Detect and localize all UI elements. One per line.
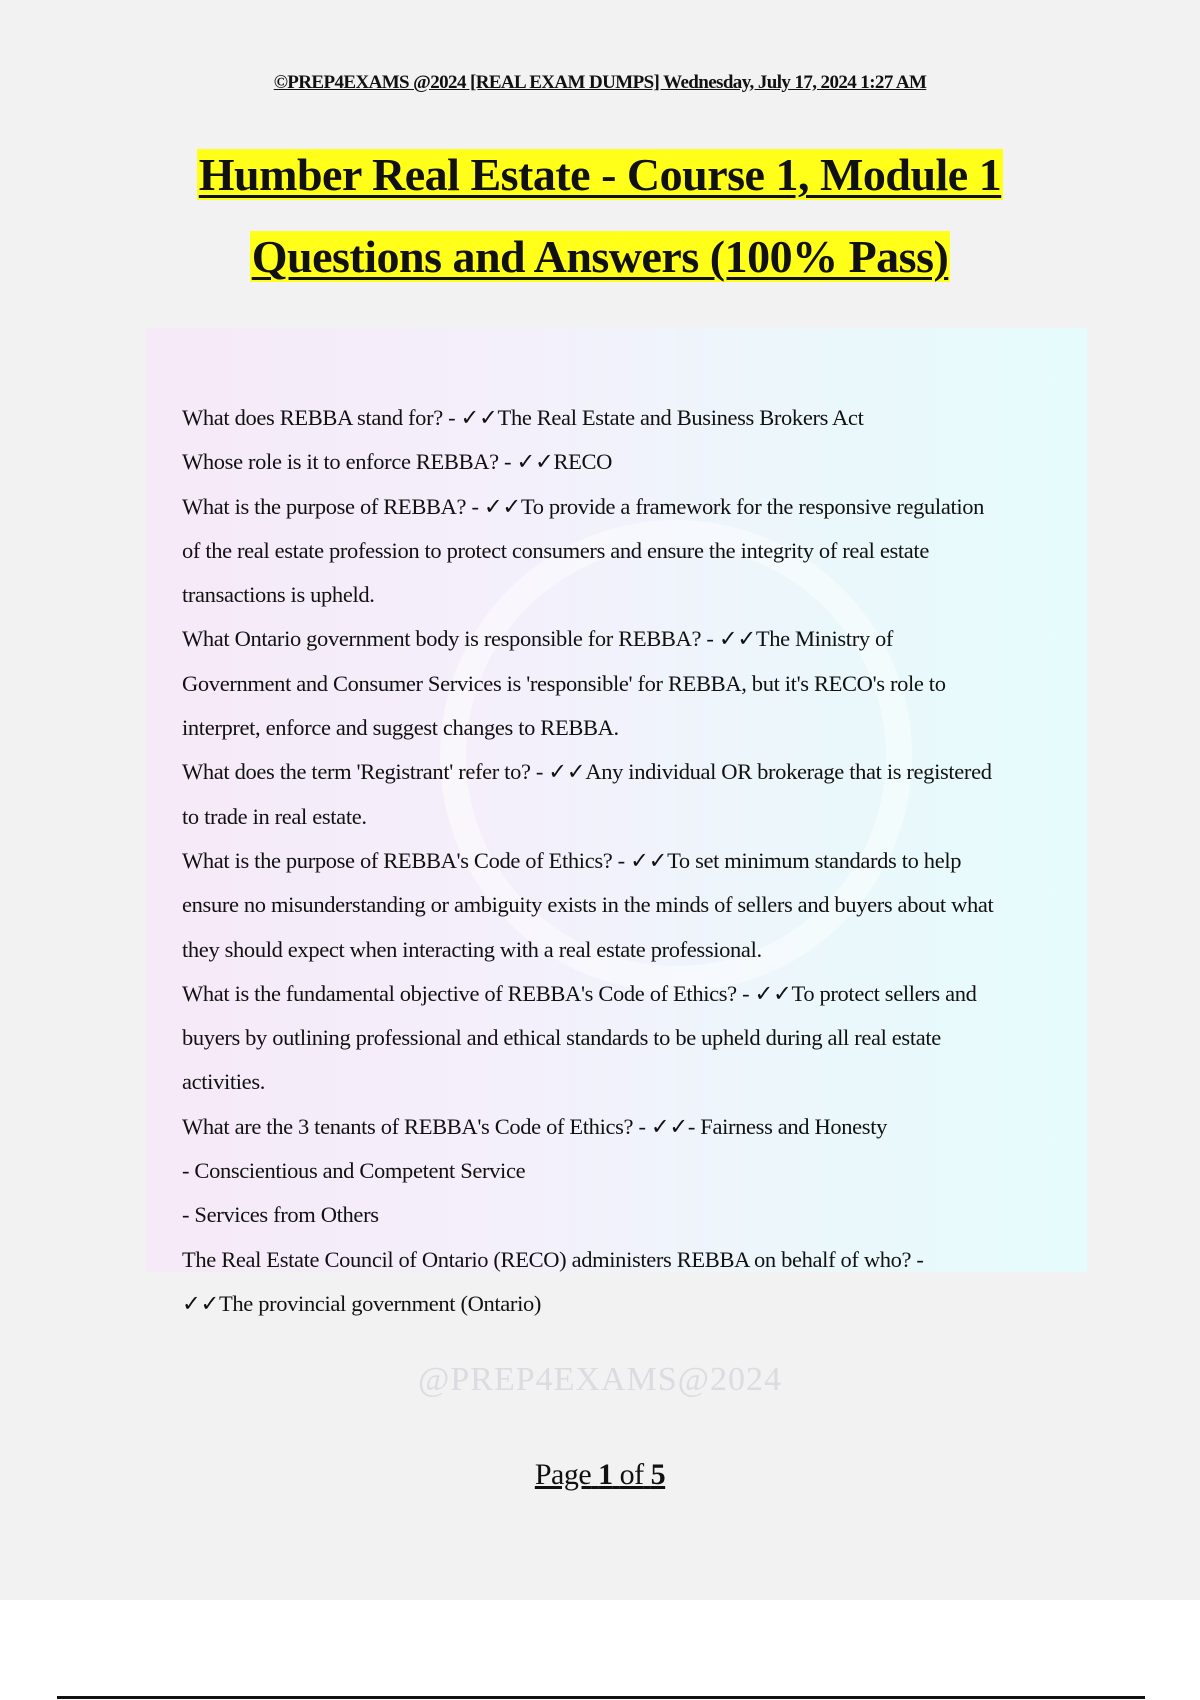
title-text-1: Humber Real Estate - Course 1, Module 1	[198, 149, 1002, 200]
page-of: of	[619, 1458, 644, 1491]
title-text-2: Questions and Answers (100% Pass)	[251, 231, 949, 282]
qa-line: What does REBBA stand for? - ✓✓The Real Estate and Business Brokers Act	[182, 405, 864, 430]
page-number	[0, 1458, 1200, 1492]
qa-line: - Conscientious and Competent Service	[182, 1158, 526, 1184]
qa-line: What is the purpose of REBBA's Code of Ethics? - ✓✓To set minimum standards to help	[182, 847, 962, 873]
qa-line: ensure no misunderstanding or ambiguity exists in the minds of sellers and buyers about what	[182, 892, 994, 918]
qa-line: interpret, enforce and suggest changes to REBBA.	[182, 715, 619, 741]
next-page-header-rule	[57, 1696, 1145, 1699]
qa-line: The Real Estate Council of Ontario (RECO) administers REBBA on behalf of who? -	[182, 1246, 924, 1272]
page-current: 1	[598, 1458, 613, 1491]
qa-line: activities.	[182, 1069, 265, 1095]
qa-line: ✓✓The provincial government (Ontario)	[182, 1290, 542, 1316]
qa-line: What is the fundamental objective of REBBA's Code of Ethics? - ✓✓To protect sellers and	[182, 980, 977, 1006]
qa-line: to trade in real estate.	[182, 803, 367, 829]
document-title-line-1	[0, 148, 1200, 201]
qa-line: - Services from Others	[182, 1202, 379, 1228]
page-label: Page	[534, 1458, 592, 1491]
qa-line: Whose role is it to enforce REBBA? - ✓✓RECO	[182, 449, 613, 475]
qa-line: What does the term 'Registrant' refer to? - ✓✓Any individual OR brokerage that is registered	[182, 759, 992, 785]
qa-content	[182, 396, 1142, 1326]
qa-line: What are the 3 tenants of REBBA's Code of Ethics? - ✓✓- Fairness and Honesty	[182, 1113, 888, 1139]
qa-line: they should expect when interacting with a real estate professional.	[182, 936, 762, 962]
page-total: 5	[650, 1458, 666, 1491]
qa-line: What is the purpose of REBBA? - ✓✓To provide a framework for the responsive regulation	[182, 493, 985, 519]
qa-line: of the real estate profession to protect consumers and ensure the integrity of real estate	[182, 537, 929, 563]
page-header: ©PREP4EXAMS @2024 [REAL EXAM DUMPS] Wednesday, July 17, 2024 1:27 AM	[273, 72, 927, 93]
qa-line: buyers by outlining professional and ethical standards to be upheld during all real estate	[182, 1025, 941, 1051]
qa-line: What Ontario government body is responsible for REBBA? - ✓✓The Ministry of	[182, 626, 894, 652]
document-title-line-2	[0, 230, 1200, 283]
qa-line: Government and Consumer Services is 'responsible' for REBBA, but it's RECO's role to	[182, 670, 946, 696]
qa-line: transactions is upheld.	[182, 582, 375, 608]
watermark-text: @PREP4EXAMS@2024	[418, 1361, 782, 1398]
